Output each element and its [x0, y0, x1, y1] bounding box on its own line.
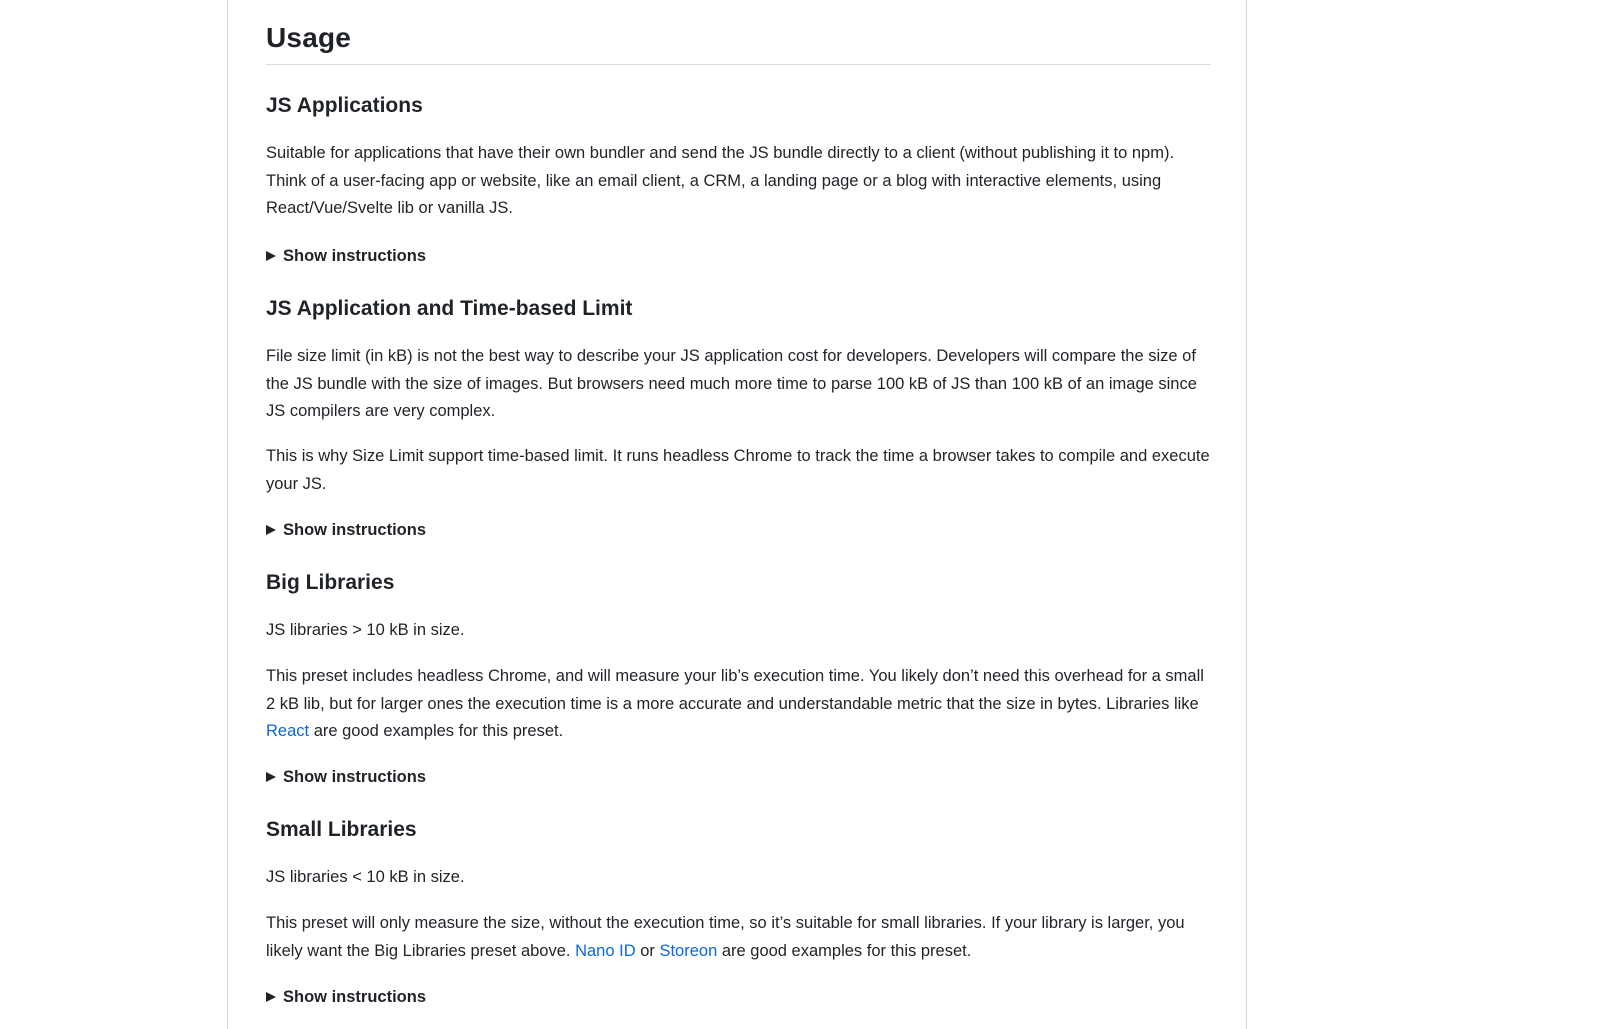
readme-card	[227, 0, 1247, 1029]
disclosure-triangle-icon	[266, 992, 276, 1002]
big-libraries-text-before: This preset includes headless Chrome, and will measure your lib’s execution time. You likely don’t need this overhead for a small 2 kB lib, but for larger ones the execution time is a more accurate and understandable metric that the size in bytes. Libraries like	[266, 667, 1204, 713]
paragraph-js-applications: Suitable for applications that have their own bundler and send the JS bundle directly to a client (without publishing it to npm). Think of a user-facing app or website, like an email client, a CRM, a landing page or a blog with interactive elements, using React/Vue/Svelte lib or vanilla JS.	[266, 144, 1175, 217]
show-instructions-label: Show instructions	[283, 768, 427, 786]
paragraph-big-libraries-1: JS libraries > 10 kB in size.	[266, 621, 465, 639]
paragraph-small-libraries-1: JS libraries < 10 kB in size.	[266, 868, 465, 886]
small-libraries-text-mid: or	[635, 941, 660, 960]
heading-big-libraries: Big Libraries	[266, 571, 395, 594]
show-instructions-time-limit[interactable]	[266, 518, 426, 542]
heading-js-application-time-limit: JS Application and Time-based Limit	[266, 297, 633, 320]
readme-content	[266, 0, 1211, 1006]
storeon-link[interactable]: Storeon	[659, 941, 718, 960]
show-instructions-label: Show instructions	[283, 988, 427, 1006]
paragraph-big-libraries-2	[266, 663, 1211, 746]
show-instructions-label: Show instructions	[283, 247, 427, 265]
usage-heading: Usage	[266, 22, 1211, 65]
paragraph-time-limit-2: This is why Size Limit support time-based limit. It runs headless Chrome to track the time a browser takes to compile and execute your JS.	[266, 447, 1210, 493]
show-instructions-js-applications[interactable]	[266, 244, 426, 268]
disclosure-triangle-icon	[266, 772, 276, 782]
heading-small-libraries: Small Libraries	[266, 818, 417, 841]
small-libraries-text-after: are good examples for this preset.	[717, 941, 972, 960]
disclosure-triangle-icon	[266, 251, 276, 261]
big-libraries-text-after: are good examples for this preset.	[309, 722, 564, 740]
show-instructions-small-libraries[interactable]	[266, 985, 426, 1009]
show-instructions-label: Show instructions	[283, 521, 427, 539]
small-libraries-text-before: This preset will only measure the size, without the execution time, so it’s suitable for small libraries. If your library is larger, you likely want the Big Libraries preset above.	[266, 914, 1185, 960]
paragraph-small-libraries-2	[266, 910, 1211, 965]
react-link[interactable]: React	[266, 722, 310, 740]
heading-js-applications: JS Applications	[266, 94, 423, 117]
paragraph-time-limit-1: File size limit (in kB) is not the best way to describe your JS application cost for developers. Developers will compare the size of the JS bundle with the size of images. But browsers need much more time to parse 100 kB of JS than 100 kB of an image since JS compilers are very complex.	[266, 347, 1197, 420]
show-instructions-big-libraries[interactable]	[266, 765, 426, 789]
disclosure-triangle-icon	[266, 525, 276, 535]
nano-id-link[interactable]: Nano ID	[575, 941, 636, 960]
